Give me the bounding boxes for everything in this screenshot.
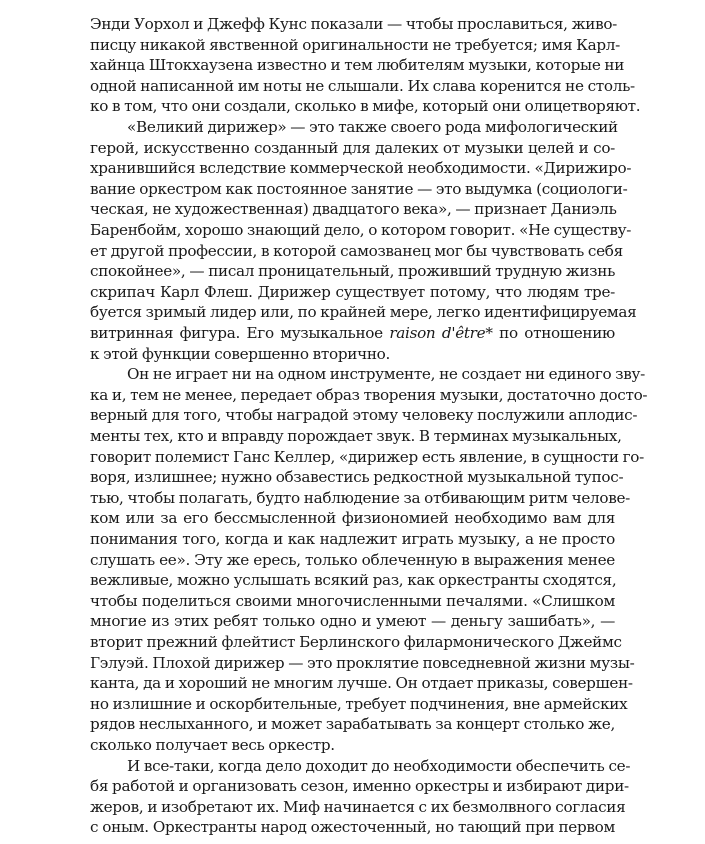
text-line: хайнца Штокхаузена известно и тем любителям музыки, которые ни xyxy=(90,56,625,75)
text-line: рядов неслыханного, и может зарабатывать за концерт столько же, xyxy=(90,715,615,734)
text-line: ет другой профессии, в которой самозванец мог бы чувствовать себя xyxy=(90,241,623,260)
text-line: с оным. Оркестранты народ ожесточенный, но тающий при первом xyxy=(90,818,615,837)
text-line: ко в том, что они создали, сколько в мифе, который они олицетворяют. xyxy=(90,97,641,116)
text-line: ка и, тем не менее, передает образ творения музыки, достаточно досто- xyxy=(90,385,648,404)
text-line: спокойнее», — писал проницательный, проживший трудную жизнь xyxy=(90,262,616,281)
text-line: многие из этих ребят только одно и умеют — деньгу зашибать», — xyxy=(90,612,615,631)
text-line: воря, излишнее; нужно обзавестись редкостной музыкальной тупос- xyxy=(90,468,624,487)
paragraph-start-line: Он не играет ни на одном инструменте, не создает ни единого зву- xyxy=(127,365,645,384)
text-line: Баренбойм, хорошо знающий дело, о котором говорит. «Не существу- xyxy=(90,221,632,239)
text-line: хранившийся вследствие коммерческой необходимости. «Дирижиро- xyxy=(90,159,632,178)
text-line: одной написанной им ноты не слышали. Их слава коренится не столь- xyxy=(90,76,635,95)
text-line: менты тех, кто и вправду порождает звук. В терминах музыкальных, xyxy=(90,427,622,445)
text-line: ческая, не художественная) двадцатого века», — признает Даниэль xyxy=(90,200,617,219)
text-line: к этой функции совершенно вторично. xyxy=(90,344,391,363)
text-line: верный для того, чтобы наградой этому человеку послужили аплодис- xyxy=(90,406,638,425)
text-line: ком или за его бессмысленной физиономией необходимо вам для xyxy=(90,509,615,528)
text-line: герой, искусственно созданный для далеких от музыки целей и со- xyxy=(90,138,615,157)
text-line: бя работой и организовать сезон, именно оркестры и избирают дири- xyxy=(90,777,629,796)
text-line: говорит полемист Ганс Келлер, «дирижер есть явление, в сущности го- xyxy=(90,447,644,466)
text-line: вежливые, можно услышать всякий раз, как оркестранты сходятся, xyxy=(90,571,617,590)
text-line: скрипач Карл Флеш. Дирижер существует потому, что людям тре- xyxy=(90,282,615,301)
text-line: но излишние и оскорбительные, требует подчинения, вне армейских xyxy=(90,694,628,713)
text-line: вание оркестром как постоянное занятие — это выдумка (социологи- xyxy=(90,179,628,198)
text-line: тью, чтобы полагать, будто наблюдение за отбивающим ритм челове- xyxy=(90,488,630,507)
text-line: жеров, и изобретают их. Миф начинается с их безмолвного согласия xyxy=(90,797,626,816)
text-line: чтобы поделиться своими многочисленными печалями. «Слишком xyxy=(90,591,615,610)
text-line: вторит прежний флейтист Берлинского филармонического Джеймс xyxy=(90,633,622,651)
foreign-phrase: raison d'être xyxy=(389,324,486,342)
text-line: слушать ее». Эту же ересь, только облеченную в выражения менее xyxy=(90,550,615,569)
text-line: писцу никакой явственной оригинальности не требуется; имя Карл- xyxy=(90,35,620,54)
paragraph-start-line: «Великий дирижер» — это также своего рода мифологический xyxy=(127,118,618,136)
text-line: витринная фигура. Его музыкальное raison d'être* по отношению xyxy=(90,324,615,342)
paragraph-start-line: И все-таки, когда дело доходит до необходимости обеспечить се- xyxy=(127,756,631,775)
text-line: канта, да и хороший не многим лучше. Он отдает приказы, совершен- xyxy=(90,674,633,693)
text-line: Гэлуэй. Плохой дирижер — это проклятие повседневной жизни музы- xyxy=(90,653,635,672)
text-line: сколько получает весь оркестр. xyxy=(90,736,335,754)
text-line: буется зримый лидер или, по крайней мере, легко идентифицируемая xyxy=(90,303,637,322)
text-line: понимания того, когда и как надлежит играть музыку, а не просто xyxy=(90,530,615,548)
text-line: Энди Уорхол и Джефф Кунс показали — чтобы прославиться, живо- xyxy=(90,15,617,33)
